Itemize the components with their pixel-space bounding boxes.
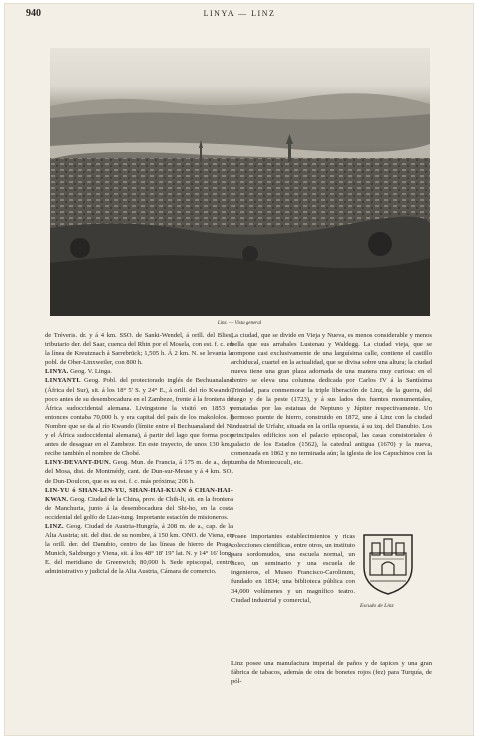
- entry-text: Geog. Pobl. del protectorado inglés de Bechuanaland (África del Sur), sit. á los 18° 5' S. y 24° E., á orill. del río Kwando, poco antes de su desembocadura en el Zambeze, frente á la frontera de África sudoccidental alemana. Livingstone la visitó en 1853 y entonces contaba 70,000 h. y era capital del país de los makololos. || Nombre que se da al río Kwando (límite entre el Bechuanaland del N. y el África sudoccidental alemana), á partir del lago que forma poco antes de desaguar en el Zambeze. En este trayecto, de unos 130 km., recibe también el nombre de Chobé.: [45, 377, 233, 458]
- entry-text: Geog. Ciudad de Austria-Hungría, á 208 m. de a., cap. de la Alta Austria; sit. del dist. de su nombre, á 150 km. ONO. de Viena, en la orill. der. del Danubio, centro de las líneas de hierro de Praga, Munich, Salzburgo y Viena, sit. á los 48° 18' 19" lat. N. y 14° 16' long. E. del meridiano de Greenwich; 80,000 h. Sede episcopal, centro administrativo y judicial de la Alta Austria, Cámara de comercio.: [45, 522, 233, 576]
- city-description: La ciudad, que se divide en Vieja y Nueva, es menos considerable y menos bella que sus arrabales Lustenau y Waldegg. La ciudad vieja, que se compone casi exclusivamente de una larguísima calle, contiene el castillo archiducal, cuartel en la actualidad, que se divisa sobre una altura; la ciudad nueva tiene una gran plaza adornada de una manera muy curiosa: en el centro se eleva una columna dedicada por Carlos IV á la Santísima Trinidad, para conmemorar la triple liberación de Linz, de la guerra, del fuego y de la peste (1723), y á sus lados dos fuentes monumentales, rematadas por las estatuas de Neptuno y Júpiter respectivamente. Un hermoso puente de hierro, construido en 1872, une á Linz con la ciudad industrial de Urfahr, situada en la orilla opuesta, á su izq. del Danubio. Los principales edificios son el palacio episcopal, las casas consistoriales ó palacio de los Estados (1562), la catedral antigua (1670) y la nueva, comenzada en 1862 y no terminada aún; la iglesia de los Capuchinos con la tumba de Montecuculi, etc.: [231, 332, 432, 467]
- running-head: LINYA — LINZ: [203, 9, 276, 18]
- entry-head: LINZ.: [45, 522, 64, 530]
- panorama-photo: [50, 48, 430, 316]
- coat-of-arms-icon: [360, 531, 416, 597]
- entry-head: LIN-YU ó SHAN-LIN-YU, SHAN-HAI-KUAN ó CHAN-HAI-KWAN.: [45, 486, 233, 503]
- coat-of-arms-figure: [360, 531, 430, 611]
- left-column: [45, 331, 233, 577]
- entry-linz: [45, 522, 233, 577]
- industry-paragraph: Linz posee una manufactura imperial de paños y de tapices y una gran fábrica de tabacos, además de otra de bonetes rojos (fez) para Turquía, de pól-: [231, 660, 432, 686]
- entry-text: Geog. Mun. de Francia, á 175 m. de a., dep. del Mosa, dist. de Montmédy, cant. de Dun-sur-Meuse y á 4 km. SO. de Dun-Doulcon, que es su est. f. c. más próxima; 206 h.: [45, 459, 233, 485]
- right-column: [231, 331, 432, 686]
- entry-linyanti: [45, 376, 233, 458]
- entry-liny-devant-dun: [45, 458, 233, 485]
- entry-head: LINY-DEVANT-DUN.: [45, 459, 111, 467]
- entry-text: Geog. V. Linga.: [68, 368, 112, 376]
- entry-head: LINYANTI.: [45, 377, 81, 385]
- entry-linya: [45, 367, 233, 376]
- entry-head: LINYA.: [45, 368, 69, 376]
- city-panorama-illustration: [50, 48, 430, 316]
- coat-of-arms-caption: Escudo de Linz: [360, 603, 394, 610]
- intro-paragraph: de Tréveris. dr. y á 4 km. SSO. de Sankt-Wendel, á orill. del Blies, tributario der. del Saar, cuenca del Rhin por el Mosela, con est. f. c. en la línea de Kreutznach á Sarrebrück; 1,505 h. Á 2 km. N. se levanta la pobl. de Ober-Linxweiler, con 800 h.: [45, 332, 233, 367]
- institutions-paragraph: Posee importantes establecimientos y ricas colecciones científicas, entre otros, un instituto para sordomudos, una escuela normal, un liceo, un seminario y una escuela de ingenieros, el Museo Francisco-Carolinum, fundado en 1834; una biblioteca pública con 34,000 volúmenes y un magnífico teatro. Ciudad industrial y comercial,: [231, 533, 355, 604]
- entry-text: Geog. Ciudad de la China, prov. de Chih-li, sit. en la frontera de Manchuria, junto á la desembocadura del Shi-ho, en la costa occidental del golfo de Liao-tung. Importante estación de misioneros.: [45, 495, 233, 521]
- photo-caption: Linz. — Vista general: [217, 321, 262, 326]
- entry-lin-yu: [45, 486, 233, 522]
- page-number: 940: [26, 8, 41, 19]
